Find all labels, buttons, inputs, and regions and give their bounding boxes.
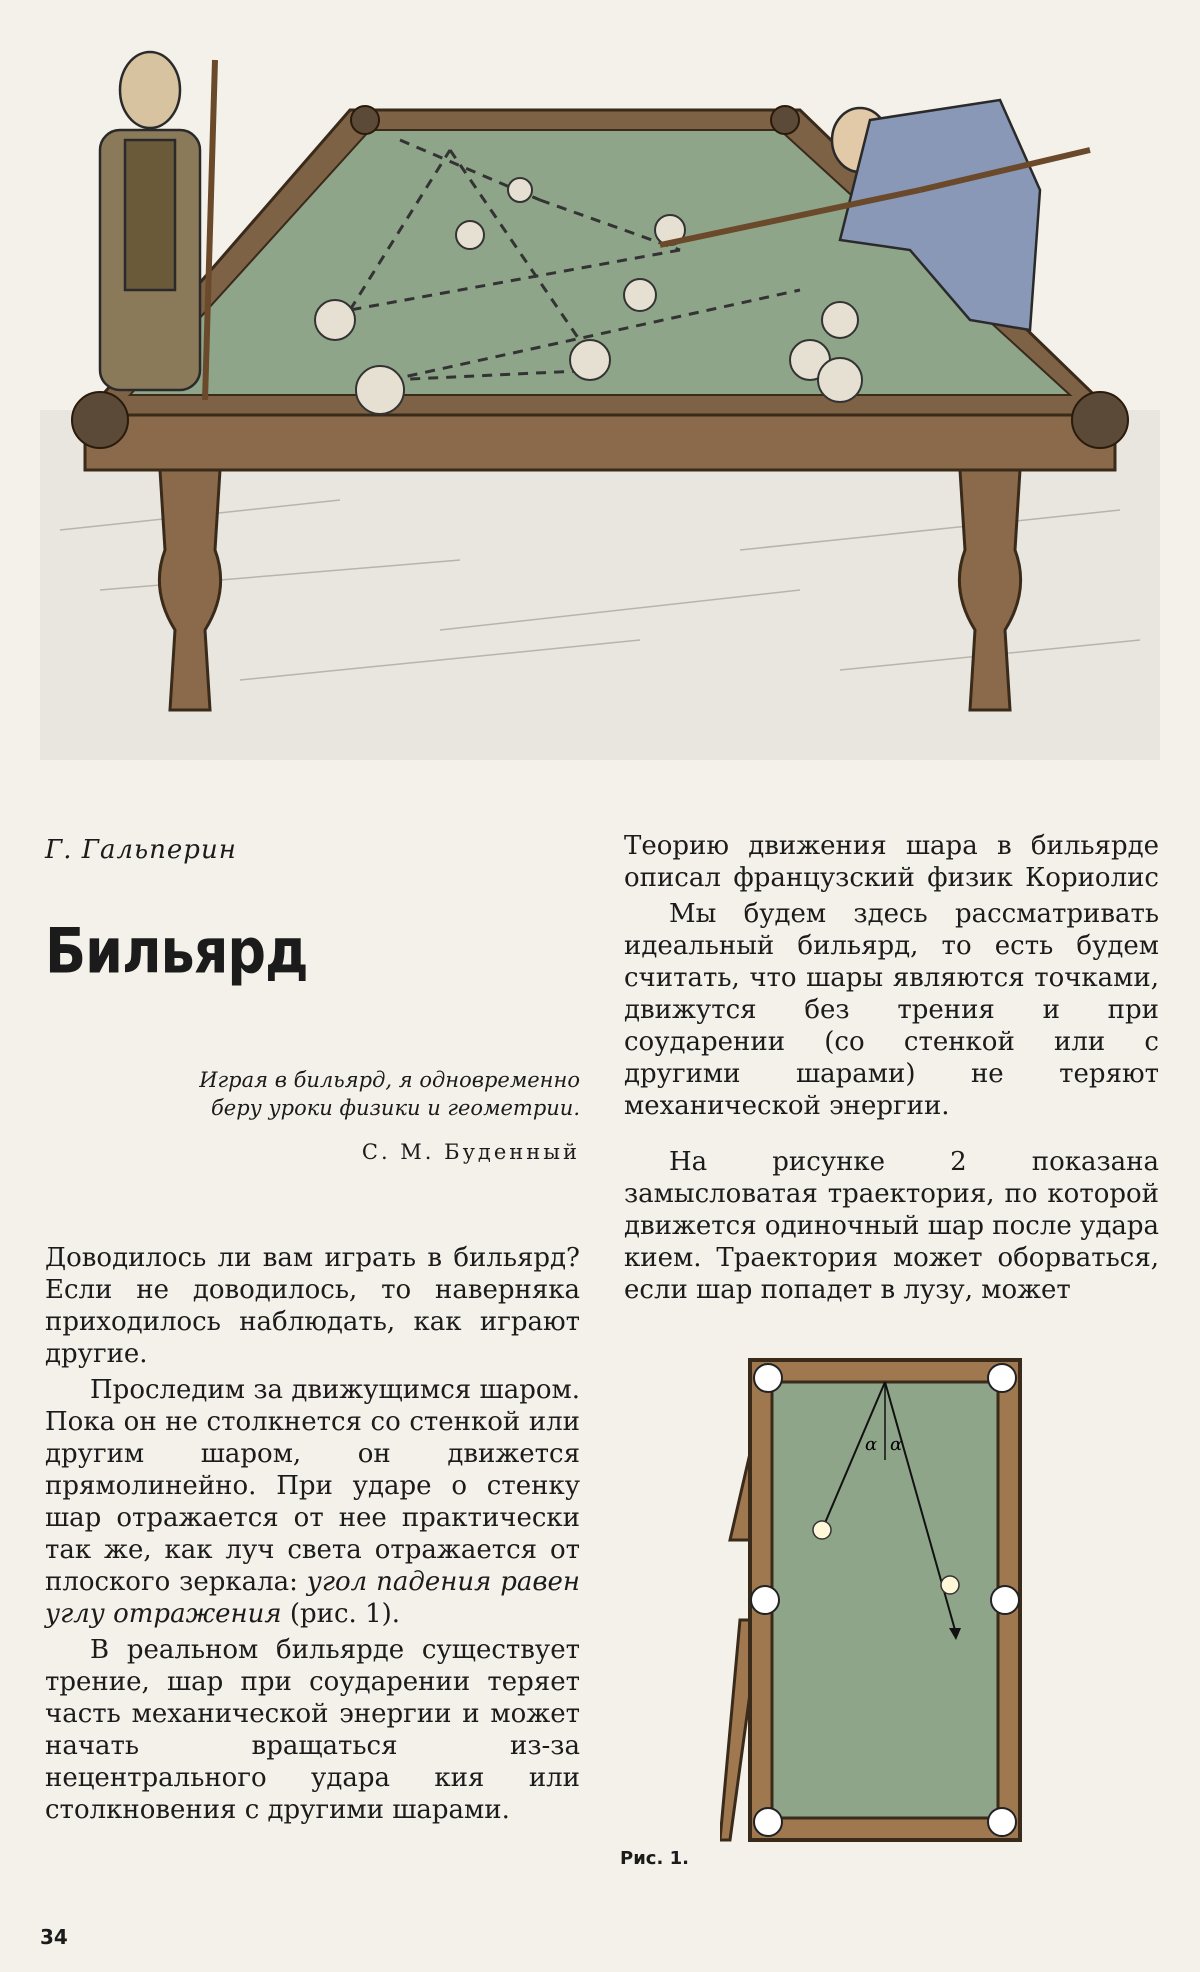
article-author: Г. Гальперин bbox=[45, 835, 237, 865]
figure-1 bbox=[720, 1340, 1040, 1860]
paragraph-2-end: (рис. 1). bbox=[281, 1599, 401, 1629]
paragraph-3: В реальном бильярде существует трение, шар при соударении теряет часть механической энергии и может начать вращаться из-за нецентрального удара кия или столкновения с другими шарами. bbox=[45, 1635, 580, 1825]
page-number: 34 bbox=[40, 1925, 68, 1949]
paragraph-2-emphasis: угол падения равен углу отражения bbox=[45, 1567, 580, 1629]
left-column bbox=[45, 835, 580, 1826]
paragraph-2 bbox=[45, 1374, 580, 1630]
paragraph-1: Доводилось ли вам играть в бильярд? Если не доводилось, то наверняка приходилось наблюдать, как играют другие. bbox=[45, 1243, 580, 1369]
billiard-table-drawing bbox=[40, 30, 1160, 760]
epigraph-line-1: Играя в бильярд, я одновременно bbox=[199, 1068, 580, 1092]
paragraph-2-start: Проследим за движущимся шаром. Пока он не столкнется со стенкой или другим шаром, он движется прямолинейно. При ударе о стенку шар отражается от нее практически так же, как луч света отражается от плоского зеркала: bbox=[45, 1375, 580, 1597]
figure-1-table-diagram bbox=[720, 1340, 1040, 1860]
angle-alpha-left: α bbox=[865, 1434, 878, 1455]
angle-alpha-right: α bbox=[890, 1434, 903, 1455]
figure-1-caption: Рис. 1. bbox=[620, 1848, 689, 1869]
paragraph-5: На рисунке 2 показана замысловатая траектория, по которой движется одиночный шар после удара кием. Траектория может оборваться, если шар попадет в лузу, может bbox=[624, 1147, 1159, 1305]
article-title: Бильярд bbox=[45, 915, 308, 988]
epigraph bbox=[45, 1066, 580, 1122]
paragraph-4: Мы будем здесь рассматривать идеальный бильярд, то есть будем считать, что шары являются точками, движутся без трения и при соударении (со стенкой или с другими шарами) не теряют механической энергии. bbox=[624, 899, 1159, 1121]
epigraph-attribution: С. М. Буденный bbox=[361, 1140, 580, 1164]
epigraph-line-2: беру уроки физики и геометрии. bbox=[210, 1096, 580, 1120]
right-column bbox=[624, 830, 1159, 1306]
paragraph-3-continued: Теорию движения шара в бильярде описал французский физик Кориолис bbox=[624, 831, 1159, 893]
billiard-illustration bbox=[40, 30, 1160, 760]
